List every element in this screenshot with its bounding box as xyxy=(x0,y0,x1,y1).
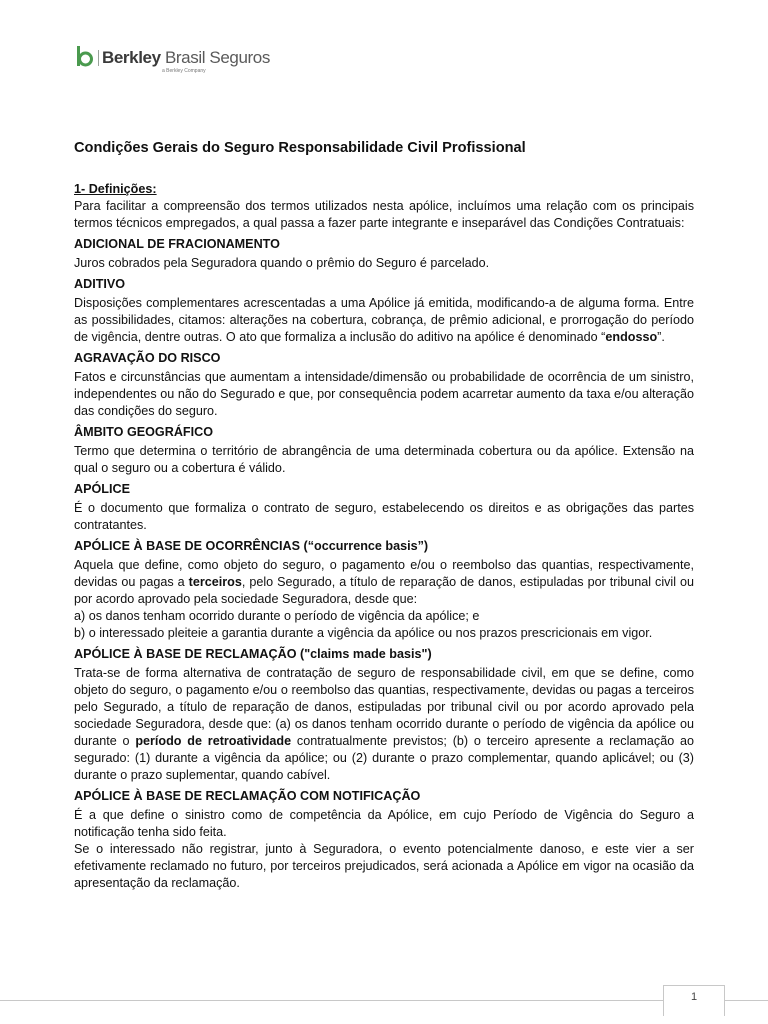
intro-paragraph: Para facilitar a compreensão dos termos utilizados nesta apólice, incluímos uma relação com os principais termos técnicos empregados, a qual passa a fazer parte integrante e inseparável das Condições Contratuais: xyxy=(74,199,694,230)
company-logo xyxy=(76,44,270,74)
definition-item: b) o interessado pleiteie a garantia durante a vigência da apólice ou nos prazos prescricionais em vigor. xyxy=(74,626,653,640)
term-heading: ÂMBITO GEOGRÁFICO xyxy=(74,425,213,439)
page-number-box xyxy=(663,985,725,1016)
logo-wordmark xyxy=(102,48,270,68)
term-definition: Se o interessado não registrar, junto à Seguradora, o evento potencialmente danoso, e este vier a ser efetivamente reclamado no futuro, por terceiros prejudicados, será acionada a Apólice em vigor na ocasião da apresentação da reclamação. xyxy=(74,842,694,890)
term-definition: Trata-se de forma alternativa de contratação de seguro de responsabilidade civil, em que se define, como objeto do seguro, o pagamento e/ou o reembolso das quantias, respectivamente, devidas ou pagas a terceiros pelo Segurado, a título de reparação de danos, estipuladas por tribunal civil ou por acordo aprovado pela sociedade Seguradora, desde que: (a) os danos tenham ocorrido durante o período de vigência da apólice ou durante o período de retroatividade contratualmente previstos; (b) o terceiro apresente a reclamação ao segurado: (1) durante a vigência da apólice; ou (2) durante o prazo complementar, quando aplicável; ou (3) durante o prazo suplementar, quando cabível. xyxy=(74,666,695,782)
term-definition: Disposições complementares acrescentadas a uma Apólice já emitida, modificando-a de alguma forma. Entre as possibilidades, citamos: alterações na cobertura, cobrança, de prêmio adicional, e prorrogação do período de vigência, dentre outras. O ato que formaliza a inclusão do aditivo na apólice é denominado “endosso”. xyxy=(74,296,694,344)
logo-brand-rest: Brasil Seguros xyxy=(164,48,270,67)
logo-separator xyxy=(98,50,99,66)
section-title: 1- Definições: xyxy=(74,182,157,196)
term-definition: Aquela que define, como objeto do seguro, o pagamento e/ou o reembolso das quantias, respectivamente, devidas ou pagas a terceiros, pelo Segurado, a título de reparação de danos, estipuladas por tribunal civil ou por acordo aprovado pela sociedade Seguradora, desde que: xyxy=(74,558,694,606)
term-heading: APÓLICE À BASE DE OCORRÊNCIAS (“occurrence basis”) xyxy=(74,539,429,553)
berkley-b-icon xyxy=(76,46,94,68)
term-definition: Juros cobrados pela Seguradora quando o prêmio do Seguro é parcelado. xyxy=(74,256,490,270)
logo-subtitle: a Berkley Company xyxy=(162,68,206,74)
logo-brand: Berkley xyxy=(102,48,161,67)
term-definition: É a que define o sinistro como de competência da Apólice, em cujo Período de Vigência do Seguro a notificação tenha sido feita. xyxy=(74,808,694,839)
document-body xyxy=(74,140,694,892)
term-heading: APÓLICE À BASE DE RECLAMAÇÃO ("claims made basis") xyxy=(74,647,432,661)
term-definition: É o documento que formaliza o contrato de seguro, estabelecendo os direitos e as obrigações das partes contratantes. xyxy=(74,501,694,532)
term-heading: ADICIONAL DE FRACIONAMENTO xyxy=(74,237,280,251)
footer-rule xyxy=(0,1000,768,1001)
term-heading: APÓLICE À BASE DE RECLAMAÇÃO COM NOTIFICAÇÃO xyxy=(74,789,421,803)
document-title: Condições Gerais do Seguro Responsabilidade Civil Profissional xyxy=(74,140,526,156)
definition-item: a) os danos tenham ocorrido durante o período de vigência da apólice; e xyxy=(74,609,480,623)
term-heading: AGRAVAÇÃO DO RISCO xyxy=(74,351,221,365)
page-number: 1 xyxy=(690,991,698,1003)
term-heading: APÓLICE xyxy=(74,482,130,496)
term-definition: Fatos e circunstâncias que aumentam a intensidade/dimensão ou probabilidade de ocorrência de um sinistro, independentes ou não do Segurado e que, por consequência podem acarretar aumento da taxa e/ou alteração das condições do seguro. xyxy=(74,370,694,418)
term-definition: Termo que determina o território de abrangência de uma determinada cobertura ou da apólice. Extensão na qual o seguro ou a cobertura é válido. xyxy=(74,444,694,475)
term-heading: ADITIVO xyxy=(74,277,126,291)
